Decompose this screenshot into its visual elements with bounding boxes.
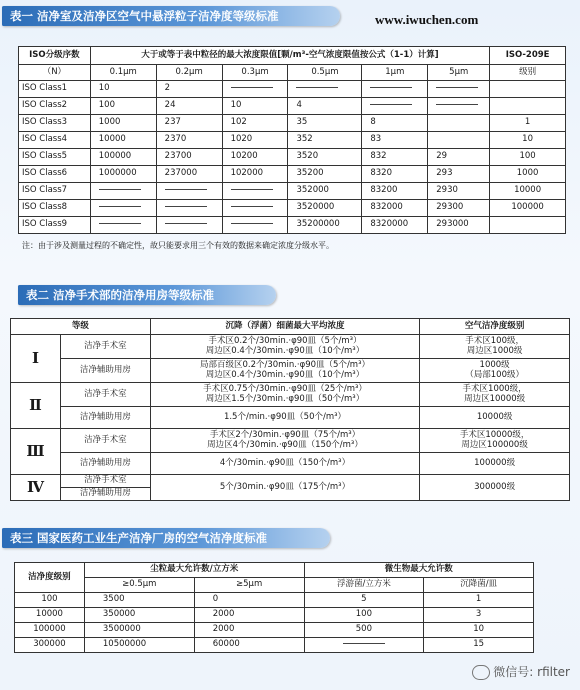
iso-class-label: ISO Class8 [19,200,91,217]
air-class: 100000级 [420,453,570,475]
concentration-cell [222,200,288,217]
concentration-cell [222,183,288,200]
concentration-cell: 29 [428,149,490,166]
table-row [19,166,566,183]
settle-value: 局部百级区0.2个/30min.·φ90皿（5个/m³） 周边区0.4个/30min.·φ90皿（10个/m³） [150,359,420,383]
room-type: 洁净辅助用房 [60,488,150,501]
concentration-cell: 1000 [490,166,566,183]
table-row [19,183,566,200]
room-type: 洁净手术室 [60,335,150,359]
settle-value: 5个/30min.·φ90皿（175个/m³） [150,475,420,501]
table-row [19,217,566,234]
concentration-cell: 8320 [362,166,428,183]
header-dust-05: ≥0.5μm [84,578,194,593]
count-cell: 100 [304,608,424,623]
count-cell: 2000 [194,608,304,623]
count-cell: 15 [424,638,534,653]
header-micro: 微生物最大允许数 [304,563,533,578]
table-row [15,623,534,638]
concentration-cell: 100000 [90,149,156,166]
header-micro-air: 浮游菌/立方米 [304,578,424,593]
concentration-cell: 100000 [490,200,566,217]
header-micro-settle: 沉降菌/皿 [424,578,534,593]
room-type: 洁净辅助用房 [60,359,150,383]
concentration-cell: 10 [90,81,156,98]
table-row [19,98,566,115]
header-grade: 级别 [490,65,566,81]
air-class: 手术区100级， 周边区1000级 [420,335,570,359]
count-cell: 1 [424,593,534,608]
table3-title: 表三 国家医药工业生产洁净厂房的空气洁净度标准 [2,528,330,548]
settle-value: 4个/30min.·φ90皿（150个/m³） [150,453,420,475]
table-row [15,638,534,653]
concentration-cell: 10200 [222,149,288,166]
header-dust: 尘粒最大允许数/立方米 [84,563,304,578]
iso-class-label: ISO Class2 [19,98,91,115]
pharma-cleanroom-table [14,562,534,653]
concentration-cell [362,81,428,98]
concentration-cell [90,217,156,234]
count-cell: 5 [304,593,424,608]
header-size: 0.5μm [288,65,362,81]
concentration-cell: 3520000 [288,200,362,217]
concentration-cell: 83 [362,132,428,149]
concentration-cell: 832000 [362,200,428,217]
settle-value: 手术区0.2个/30min.·φ90皿（5个/m³） 周边区0.4个/30min.·φ90皿（10个/m³） [150,335,420,359]
table1-title: 表一 洁净室及洁净区空气中悬浮粒子洁净度等级标准 [2,6,340,26]
air-class: 10000级 [420,407,570,429]
concentration-cell [90,200,156,217]
room-type: 洁净手术室 [60,383,150,407]
header-size: 0.2μm [156,65,222,81]
iso-class-label: ISO Class1 [19,81,91,98]
concentration-cell: 1000 [90,115,156,132]
concentration-cell [362,98,428,115]
concentration-cell [428,98,490,115]
concentration-cell: 1000000 [90,166,156,183]
count-cell: 10 [424,623,534,638]
concentration-cell: 23700 [156,149,222,166]
concentration-cell: 83200 [362,183,428,200]
concentration-cell [490,217,566,234]
table-row [19,81,566,98]
table-row [19,132,566,149]
concentration-cell: 352000 [288,183,362,200]
table2-title: 表二 洁净手术部的洁净用房等级标准 [18,285,276,305]
header-size: 5μm [428,65,490,81]
header-size: 1μm [362,65,428,81]
header-grade: 等级 [11,319,151,335]
concentration-cell [428,115,490,132]
room-type: 洁净手术室 [60,429,150,453]
header-grade: 洁净度级别 [15,563,85,593]
grade-cell: 100 [15,593,85,608]
concentration-cell [156,183,222,200]
count-cell: 60000 [194,638,304,653]
table-row [19,149,566,166]
grade-roman: Ⅳ [11,475,61,501]
grade-cell: 300000 [15,638,85,653]
concentration-cell: 8 [362,115,428,132]
concentration-cell: 10 [222,98,288,115]
count-cell: 500 [304,623,424,638]
header-n: （N） [19,65,91,81]
concentration-cell: 35200 [288,166,362,183]
count-cell: 10500000 [84,638,194,653]
concentration-cell: 3520 [288,149,362,166]
concentration-cell: 10000 [90,132,156,149]
concentration-cell: 100 [490,149,566,166]
concentration-cell: 102 [222,115,288,132]
count-cell [304,638,424,653]
concentration-cell [222,81,288,98]
header-iso209e: ISO-209E [490,47,566,65]
concentration-cell: 24 [156,98,222,115]
settle-value: 1.5个/min.·φ90皿（50个/m³） [150,407,420,429]
room-type: 洁净手术室 [60,475,150,488]
table-row [15,608,534,623]
header-settle: 沉降（浮菌）细菌最大平均浓度 [150,319,420,335]
concentration-cell: 2 [156,81,222,98]
concentration-cell: 832 [362,149,428,166]
grade-roman: Ⅲ [11,429,61,475]
room-type: 洁净辅助用房 [60,453,150,475]
table-row [19,200,566,217]
grade-roman: Ⅰ [11,335,61,383]
header-size: 0.3μm [222,65,288,81]
air-class: 手术区1000级， 周边区10000级 [420,383,570,407]
settle-value: 手术区2个/30min.·φ90皿（75个/m³） 周边区4个/30min.·φ90皿（150个/m³） [150,429,420,453]
concentration-cell [490,98,566,115]
count-cell: 2000 [194,623,304,638]
air-class: 1000级 （局部100级） [420,359,570,383]
iso-class-label: ISO Class5 [19,149,91,166]
iso-class-label: ISO Class9 [19,217,91,234]
concentration-cell [156,200,222,217]
table-row [15,593,534,608]
concentration-cell: 10000 [490,183,566,200]
concentration-cell: 35200000 [288,217,362,234]
concentration-cell: 2930 [428,183,490,200]
header-size: 0.1μm [90,65,156,81]
settle-value: 手术区0.75个/30min.·φ90皿（25个/m³） 周边区1.5个/30min.·φ90皿（50个/m³） [150,383,420,407]
operating-room-table [10,318,570,501]
iso-class-label: ISO Class7 [19,183,91,200]
grade-roman: Ⅱ [11,383,61,429]
concentration-cell: 293000 [428,217,490,234]
concentration-cell [428,132,490,149]
concentration-cell [490,81,566,98]
iso-class-label: ISO Class3 [19,115,91,132]
concentration-cell: 237000 [156,166,222,183]
concentration-cell: 4 [288,98,362,115]
concentration-cell [156,217,222,234]
count-cell: 3500000 [84,623,194,638]
concentration-cell [90,183,156,200]
concentration-cell: 293 [428,166,490,183]
grade-cell: 10000 [15,608,85,623]
concentration-cell: 10 [490,132,566,149]
concentration-cell: 352 [288,132,362,149]
concentration-cell: 102000 [222,166,288,183]
count-cell: 3500 [84,593,194,608]
concentration-cell [428,81,490,98]
header-dust-5: ≥5μm [194,578,304,593]
concentration-cell: 8320000 [362,217,428,234]
concentration-cell [222,217,288,234]
site-url: www.iwuchen.com [375,12,479,27]
table-row [19,115,566,132]
concentration-cell: 35 [288,115,362,132]
count-cell: 350000 [84,608,194,623]
concentration-cell [288,81,362,98]
table1-note: 注：由于涉及测量过程的不确定性，故只能要求用三个有效的数据来确定浓度分级水平。 [22,241,334,250]
count-cell: 0 [194,593,304,608]
iso-class-label: ISO Class4 [19,132,91,149]
concentration-cell: 237 [156,115,222,132]
concentration-cell: 1 [490,115,566,132]
header-air: 空气洁净度级别 [420,319,570,335]
grade-cell: 100000 [15,623,85,638]
count-cell: 3 [424,608,534,623]
air-class: 手术区10000级， 周边区100000级 [420,429,570,453]
wechat-icon [472,665,490,680]
concentration-cell: 2370 [156,132,222,149]
iso-class-label: ISO Class6 [19,166,91,183]
wechat-watermark: 微信号: rfilter [472,663,570,680]
concentration-cell: 100 [90,98,156,115]
concentration-cell: 29300 [428,200,490,217]
header-iso-level: ISO分级序数 [19,47,91,65]
header-limits: 大于或等于表中粒径的最大浓度限值[颗/m³-空气浓度限值按公式（1-1）计算] [90,47,489,65]
room-type: 洁净辅助用房 [60,407,150,429]
iso-class-table [18,46,566,234]
concentration-cell: 1020 [222,132,288,149]
air-class: 300000级 [420,475,570,501]
